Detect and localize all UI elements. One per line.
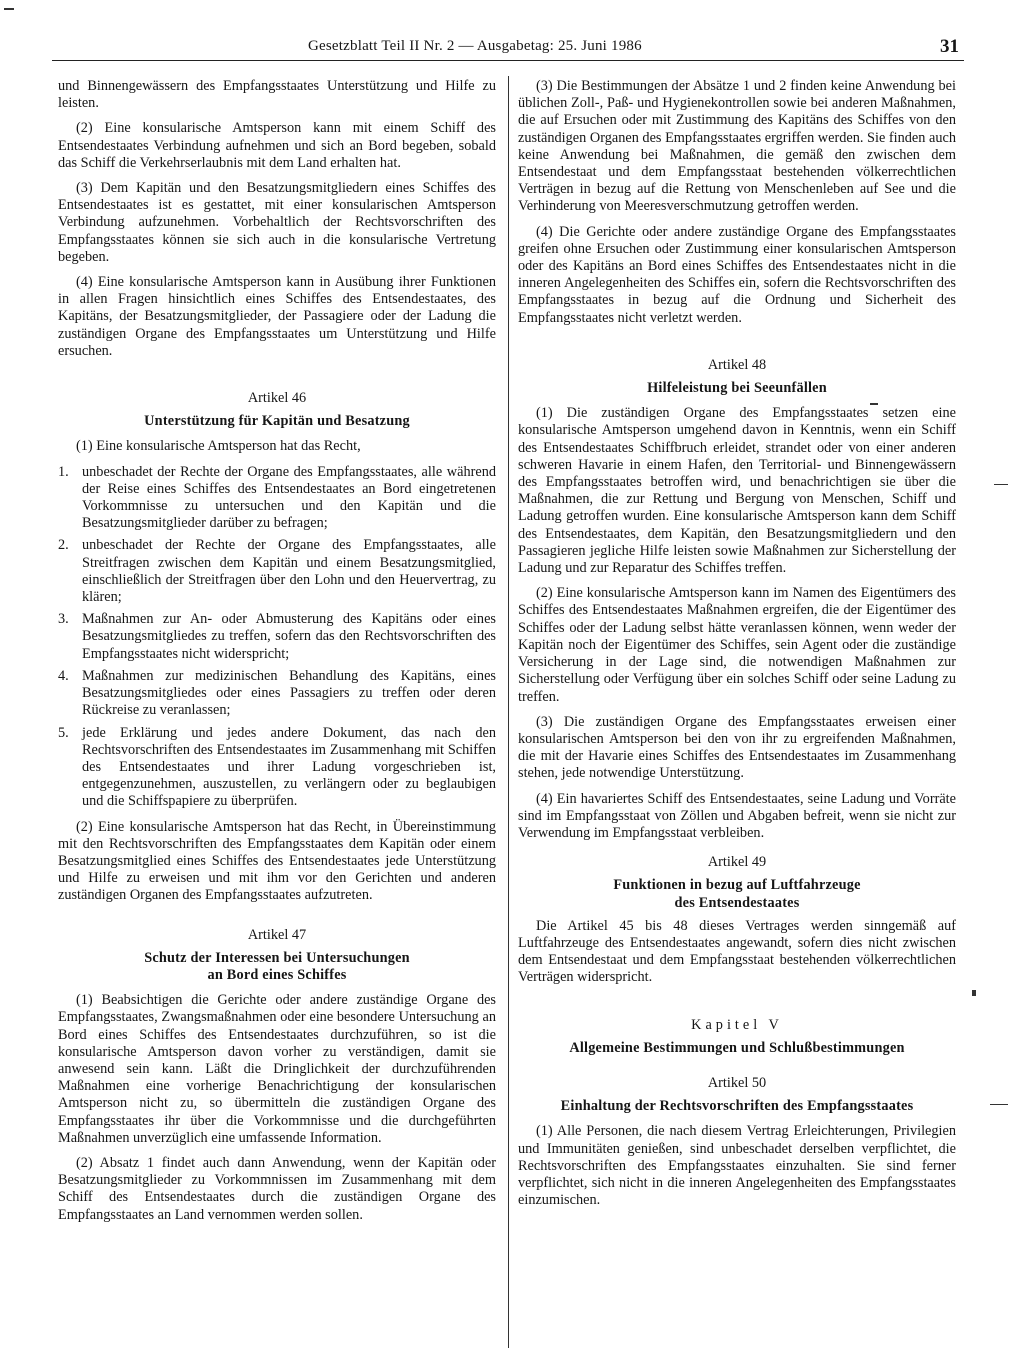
list-item (58, 668, 496, 720)
article-47-number: Artikel 47 (247, 926, 307, 943)
paragraph: (3) Dem Kapitän und den Besatzungsmitgliedern eines Schiffes des Entsendestaates ist es gestattet, mit einer konsularischen Amtsperson Verbindung aufzunehmen. Vorbehaltlich der Rechtsvorschriften des Empfangsstaates können sie sich auch in die konsularische Vertretung begeben. (58, 180, 496, 265)
scan-mark (994, 484, 1008, 485)
header-rule (52, 60, 964, 61)
article-48-title: Hilfeleistung bei Seeunfällen (647, 380, 827, 397)
list-item-number: 5. (58, 724, 69, 741)
paragraph: (4) Eine konsularische Amtsperson kann in Ausübung ihrer Funktionen in allen Fragen hinsichtlich eines Schiffes des Entsendestaates, des Kapitäns, der Besatzungsmitglieder, der Passagiere oder der Ladung die zuständigen Organe des Empfangsstaates um Unterstützung und Hilfe ersuchen. (58, 274, 496, 359)
article-48-number: Artikel 48 (707, 356, 767, 373)
article-49-title (518, 877, 956, 911)
list-item (58, 611, 496, 663)
paragraph: (2) Eine konsularische Amtsperson kann im Namen des Eigentümers des Schiffes des Entsendestaates Maßnahmen ergreifen, die der Eigentümer des Schiffes oder der Ladung selbst hätte veranlassen können, wenn weder der Kapitän noch der Eigentümer des Schiffes, sein Agent oder die zuständige Versicherung in der Lage sind, die notwendigen Maßnahmen zur Sicherstellung oder Verfügung über ein solches Schiff oder seine Ladung zu treffen. (518, 585, 956, 705)
chapter-title: Allgemeine Bestimmungen und Schlußbestimmungen (569, 1039, 905, 1056)
article-49-number: Artikel 49 (707, 854, 767, 871)
list-item (58, 464, 496, 533)
list-item-text: unbeschadet der Rechte der Organe des Empfangsstaates, alle Streitfragen zwischen dem Kapitän und einem Besatzungsmitglied, einschließlich der Streitfragen über den Lohn und den Heuervertrag, zu klären; (82, 537, 496, 606)
article-47-title-line: an Bord eines Schiffes (207, 966, 347, 983)
paragraph: (4) Die Gerichte oder andere zuständige Organe des Empfangsstaates greifen ohne Ersuchen oder Zustimmung einer konsularischen Amtsperson oder des Kapitäns an Bord eines Schiffes des Entsendestaates nicht in die inneren Angelegenheiten des Schiffes ein, sofern die Rechtsvorschriften des Empfangsstaates in bezug auf die Ordnung und Sicherheit des Empfangsstaates nicht verletzt werden. (518, 223, 956, 326)
list-item-text: Maßnahmen zur An- oder Abmusterung des Kapitäns oder eines Besatzungsmitgliedes zu treffen, sofern das den Rechtsvorschriften des Empfangsstaates nicht widerspricht; (82, 611, 496, 662)
article-46-list (58, 464, 496, 811)
paragraph: (2) Eine konsularische Amtsperson hat das Recht, in Übereinstimmung mit den Rechtsvorschriften des Empfangsstaates dem Kapitän oder einem Besatzungsmitglied eines Schiffes des Entsendestaates jede Unterstützung und Hilfe zu erweisen und mit ihm vor den Gerichten und anderen zuständigen Organen des Empfangsstaates aufzutreten. (58, 818, 496, 904)
list-item-text: Maßnahmen zur medizinischen Behandlung des Kapitäns, eines Besatzungsmitgliedes oder eines Passagiers zu treffen oder deren Rückreise zu veranlassen; (82, 667, 496, 719)
list-item (58, 537, 496, 606)
article-46-title: Unterstützung für Kapitän und Besatzung (144, 413, 410, 430)
paragraph: Die Artikel 45 bis 48 dieses Vertrages werden sinngemäß auf Luftfahrzeuge des Entsendestaates angewandt, sofern dies nicht zwischen dem Entsendestaat und dem Empfangsstaat bestehenden völkerrechtlichen Verträgen widerspricht. (518, 917, 956, 986)
list-item-number: 2. (58, 537, 69, 554)
gazette-title: Gesetzblatt Teil II Nr. 2 — Ausgabetag: 25. Juni 1986 (308, 38, 642, 54)
left-column (58, 78, 496, 1232)
paragraph: (3) Die Bestimmungen der Absätze 1 und 2 finden keine Anwendung bei üblichen Zoll-, Paß- und Hygienekontrollen sowie bei anderen Maßnahmen, die auf Ersuchen oder mit Zustimmung des Kapitäns des Schiffes von den zuständigen Organen des Empfangsstaates ergriffen werden. Sie finden auch keine Anwendung bei Maßnahmen, die gemäß den zwischen dem Entsendestaat und dem Empfangsstaat bestehenden völkerrechtlichen Verträgen in bezug auf die Rettung von Menschenleben auf See und die Verhinderung von Meeresverschmutzung getroffen werden. (518, 78, 956, 215)
paragraph: (3) Die zuständigen Organe des Empfangsstaates erweisen einer konsularischen Amtsperson bei den von ihr zu ergreifenden Maßnahmen, die mit der Havarie eines Schiffes des Entsendestaates im Zusammenhang stehen, jede notwendige Unterstützung. (518, 713, 956, 782)
article-49-title-line: des Entsendestaates (674, 894, 800, 911)
paragraph: (1) Eine konsularische Amtsperson hat das Recht, (76, 438, 361, 455)
paragraph: (4) Ein havariertes Schiff des Entsendestaates, seine Ladung und Vorräte sind im Empfangsstaat von Zöllen und Abgaben befreit, wenn sie nicht zur Verwendung im Empfangsstaat verbleiben. (518, 790, 956, 841)
paragraph: (1) Beabsichtigen die Gerichte oder andere zuständige Organe des Empfangsstaates, Zwangsmaßnahmen oder eine besondere Untersuchung an Bord eines Schiffes des Entsendestaates durchzuführen, so ist die konsularische Amtsperson davon vorher zu verständigen, damit sie anwesend sein kann. Läßt die Dringlichkeit der durchzuführenden Maßnahmen eine vorherige Benachrichtigung der konsularischen Amtsperson nicht zu, so übermitteln die zuständigen Organe des Empfangsstaates ihr über die Vorkommnisse und die durchgeführten Maßnahmen unverzüglich eine umfassende Information. (58, 992, 496, 1146)
list-item (58, 725, 496, 811)
article-46-number: Artikel 46 (247, 390, 307, 407)
scan-mark (972, 990, 976, 996)
scan-mark (4, 8, 14, 10)
list-item-text: unbeschadet der Rechte der Organe des Empfangsstaates, alle während der Reise eines Schiffes des Entsendestaates an Bord eingetretenen Vorkommnisse zu untersuchen und den Kapitän und die Besatzungsmitglieder darüber zu befragen; (82, 463, 496, 532)
column-divider (508, 76, 509, 1348)
scan-mark (990, 1104, 1008, 1105)
article-47-title (58, 950, 496, 984)
paragraph: (2) Absatz 1 findet auch dann Anwendung, wenn der Kapitän oder Besatzungsmitglieder zu Vorkommnissen im Zusammenhang mit dem Schiff des Entsendestaates durch die zuständigen Organe des Empfangsstaates an Land vernommen werden sollen. (58, 1154, 496, 1223)
article-49-title-line: Funktionen in bezug auf Luftfahrzeuge (613, 877, 861, 894)
list-item-number: 3. (58, 611, 69, 628)
list-item-number: 4. (58, 667, 69, 684)
right-column (518, 78, 956, 1217)
paragraph: (1) Die zuständigen Organe des Empfangsstaates setzen eine konsularische Amtsperson umgehend davon in Kenntnis, wenn ein Schiff des Entsendestaates Schiffbruch erleidet, strandet oder von einer anderen schweren Havarie in einem Hafen, den Territorial- und Binnengewässern des Empfangsstaates betroffen wird, und benachrichtigen sie über die Maßnahmen, die zur Rettung und Bergung von Menschen, Schiff und Ladung getroffen wurden. Eine konsularische Amtsperson kann dem Schiff des Entsendestaates, dem Kapitän, den Besatzungsmitgliedern und den Passagieren jegliche Hilfe leisten sowie Maßnahmen zur Sicherstellung der Ladung und zur Reparatur des Schiffes treffen. (518, 405, 956, 577)
list-item-number: 1. (58, 463, 69, 480)
paragraph: (2) Eine konsularische Amtsperson kann mit einem Schiff des Entsendestaates Verbindung aufnehmen und sich an Bord begeben, sobald das Schiff die Verkehrserlaubnis mit dem Land erhalten hat. (58, 120, 496, 171)
list-item-text: jede Erklärung und jedes andere Dokument, das nach den Rechtsvorschriften des Entsendestaates im Zusammenhang mit Schiffen des Entsendestaates und ihrer Ladung vorgeschrieben ist, entgegenzunehmen, auszustellen, zu verlängern oder zu beglaubigen und die Schiffspapiere zu überprüfen. (82, 724, 496, 810)
article-50-title: Einhaltung der Rechtsvorschriften des Empfangsstaates (560, 1098, 914, 1115)
paragraph: (1) Alle Personen, die nach diesem Vertrag Erleichterungen, Privilegien und Immunitäten genießen, sind unbeschadet derselben verpflichtet, die Rechtsvorschriften des Empfangsstaates einzuhalten. Sie sind ferner verpflichtet, sich nicht in die inneren Angelegenheiten des Empfangsstaates einzumischen. (518, 1123, 956, 1209)
page-number: 31 (940, 36, 959, 57)
paragraph: und Binnengewässern des Empfangsstaates Unterstützung und Hilfe zu leisten. (58, 78, 496, 112)
chapter-heading: Kapitel V (691, 1016, 783, 1033)
page-header (308, 36, 963, 62)
article-50-number: Artikel 50 (707, 1074, 767, 1091)
article-47-title-line: Schutz der Interessen bei Untersuchungen (144, 949, 410, 966)
